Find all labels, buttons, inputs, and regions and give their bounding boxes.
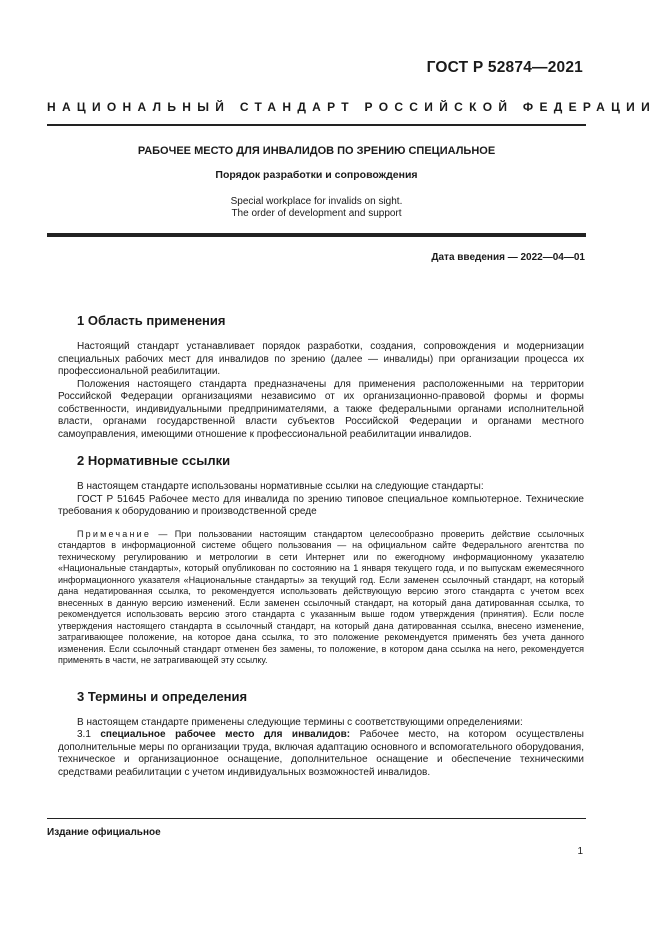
term-number: 3.1 [77, 729, 101, 740]
english-title-line-2: The order of development and support [231, 208, 402, 219]
title-rule [47, 233, 586, 237]
document-subtitle: Порядок разработки и сопровождения [215, 169, 418, 181]
section-2-paragraph-2: ГОСТ Р 51645 Рабочее место для инвалида по зрению типовое специальное компьютерное. Технические требования к оборудованию и производственной среде [58, 493, 584, 517]
section-2-paragraph-1: В настоящем стандарте использованы нормативные ссылки на следующие стандарты: [77, 481, 484, 492]
english-title [47, 196, 586, 220]
note-text: — При пользовании настоящим стандартом целесообразно проверить действие ссылочных стандартов в информационной системе общего пользования — на официальном сайте Федерального агентства по техническому регулированию и метрологии в сети Интернет или по ежегодному информационному указателю «Национальные стандарты», который опубликован по состоянию на 1 января текущего года, и по выпускам ежемесячного информационного указателя «Национальные стандарты» за текущий год. Если заменен ссылочный стандарт, на который дана недатированная ссылка, то рекомендуется использовать действующую версию этого стандарта с учетом всех внесенных в данную версию изменений. Если заменен ссылочный стандарт, на который дана датированная ссылка, то рекомендуется использовать версию этого стандарта с указанным выше годом утверждения (принятия). Если после утверждения настоящего стандарта в ссылочный стандарт, на который дана датированная ссылка, внесено изменение, затрагивающее положение, на которое дана ссылка, то это положение рекомендуется применять без учета данного изменения. Если ссылочный стандарт отменен без замены, то положение, в котором дана ссылка на него, рекомендуется применять в части, не затрагивающей эту ссылку. [58, 528, 584, 665]
term-3-1 [58, 729, 584, 779]
term-definition: Рабочее место, на котором осуществлены дополнительные меры по организации труда, включая адаптацию основного и вспомогательного оборудования, техническое и организационное оснащение, дополнительное оснащение и обеспечение техническими средствами реабилитации с учетом индивидуальных возможностей инвалидов. [58, 729, 584, 778]
document-title: РАБОЧЕЕ МЕСТО ДЛЯ ИНВАЛИДОВ ПО ЗРЕНИЮ СПЕЦИАЛЬНОЕ [137, 145, 496, 157]
introduction-date: Дата введения — 2022—04—01 [431, 252, 585, 263]
term-name: специальное рабочее место для инвалидов: [100, 729, 351, 740]
main-content [58, 313, 584, 779]
official-edition-label: Издание официальное [47, 827, 161, 838]
section-2-heading: 2 Нормативные ссылки [77, 453, 231, 468]
gost-number: ГОСТ Р 52874—2021 [426, 59, 583, 76]
national-standard-banner: НАЦИОНАЛЬНЫЙ СТАНДАРТ РОССИЙСКОЙ ФЕДЕРАЦИИ [47, 100, 657, 114]
footer-rule [47, 818, 586, 819]
section-3-paragraph-1: В настоящем стандарте применены следующие термины с соответствующими определениями: [77, 716, 523, 728]
section-2-note [58, 529, 584, 667]
note-label: Примечание [77, 528, 152, 539]
page-number: 1 [577, 846, 583, 857]
section-1-paragraph-1: Настоящий стандарт устанавливает порядок разработки, создания, сопровождения и модернизации специальных рабочих мест для инвалидов по зрению (далее — инвалиды) при организации процесса их профессиональной реабилитации. [58, 341, 584, 377]
section-3-heading: 3 Термины и определения [77, 688, 248, 704]
section-1-paragraph-2: Положения настоящего стандарта предназначены для применения расположенными на территории Российской Федерации организациями независимо от их организационно-правовой формы и формы собственности, индивидуальными предпринимателями, а также федеральными органами исполнительной власти, органами государственной власти субъектов Российской Федерации и органами местного самоуправления, имеющими отношение к профессиональной реабилитации инвалидов. [58, 378, 584, 440]
section-1-heading: 1 Область применения [77, 313, 226, 328]
english-title-line-1: Special workplace for invalids on sight. [230, 196, 403, 207]
header-rule [47, 124, 586, 126]
